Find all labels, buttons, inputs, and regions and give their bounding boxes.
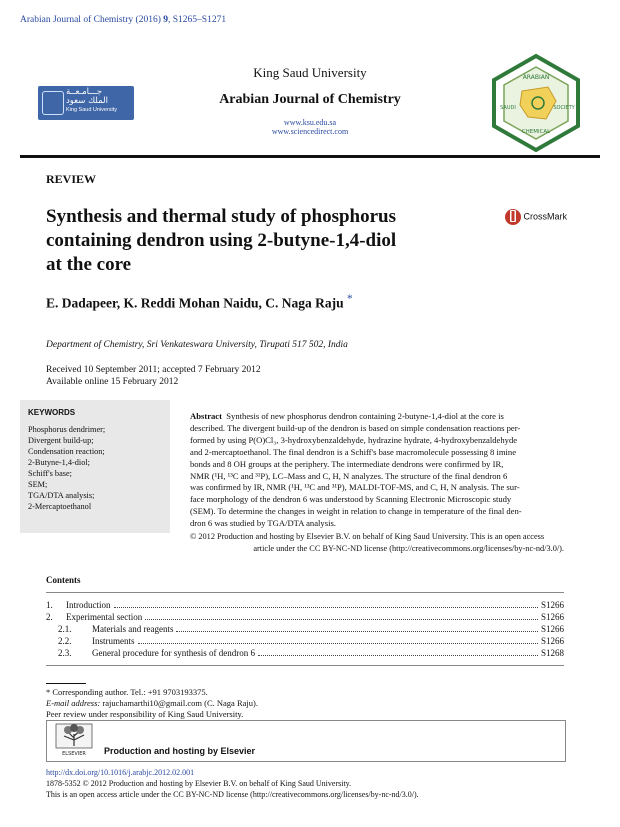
crossmark-badge[interactable]: CrossMark: [505, 207, 567, 227]
corresponding-author-mark[interactable]: *: [347, 293, 353, 305]
email-link[interactable]: rajuchamarthi10@gmail.com: [102, 698, 203, 708]
keyword-item: Phosphorus dendrimer;: [28, 425, 106, 434]
corresponding-author-note: * Corresponding author. Tel.: +91 9703193375.: [46, 687, 208, 697]
copyright-notice: © 2012 Production and hosting by Elsevier B.V. on behalf of King Saud University. This is an open access article under the CC BY-NC-ND license (http://creativecommons.org/licenses/by-nc-nd/3.0/).: [190, 532, 564, 553]
keyword-item: TGA/DTA analysis;: [28, 491, 95, 500]
journal-reference[interactable]: Arabian Journal of Chemistry (2016) 9, S1265–S1271: [20, 15, 227, 25]
society-logo-text-2: SAUDI: [500, 105, 516, 111]
keywords-title: KEYWORDS: [28, 408, 76, 417]
open-access-line: This is an open access article under the CC BY-NC-ND license (http://creativecommons.org/licenses/by-nc-nd/3.0/).: [46, 790, 419, 799]
keyword-item: Condensation reaction;: [28, 447, 105, 456]
university-name: King Saud University: [253, 65, 367, 80]
toc-item-introduction[interactable]: 1. Introduction S1266: [46, 600, 564, 610]
footnote-rule: [46, 683, 86, 684]
email-note: E-mail address: rajuchamarthi10@gmail.com (C. Naga Raju).: [46, 698, 258, 708]
ksu-logo-english: King Saud University: [66, 107, 118, 113]
toc-item-general-procedure[interactable]: 2.3. General procedure for synthesis of dendron 6 S1268: [58, 648, 564, 658]
society-logo-text-3: CHEMICAL: [521, 129, 551, 135]
authors: E. Dadapeer, K. Reddi Mohan Naidu, C. Naga Raju *: [46, 293, 353, 311]
chemical-society-logo: [486, 53, 586, 153]
ksu-logo-arabic: جـــامـعــة الملك سعود: [66, 87, 108, 106]
keyword-item: Schiff's base;: [28, 469, 72, 478]
available-date: Available online 15 February 2012: [46, 377, 179, 387]
doi-link[interactable]: http://dx.doi.org/10.1016/j.arabjc.2012.02.001: [46, 768, 195, 777]
contents-title: Contents: [46, 575, 81, 585]
society-logo-text-4: SOCIETY: [553, 105, 575, 111]
society-logo-text-1: ARABIAN: [522, 74, 550, 81]
toc-item-materials[interactable]: 2.1. Materials and reagents S1266: [58, 624, 564, 634]
sciencedirect-url-link[interactable]: www.sciencedirect.com: [271, 127, 349, 136]
issn-line: 1878-5352 © 2012 Production and hosting by Elsevier B.V. on behalf of King Saud University.: [46, 779, 352, 788]
crossmark-icon: [505, 207, 521, 227]
toc-item-instruments[interactable]: 2.2. Instruments S1266: [58, 636, 564, 646]
article-type: REVIEW: [46, 172, 97, 186]
article-title: Synthesis and thermal study of phosphorus containing dendron using 2-butyne-1,4-diol at the core: [46, 206, 397, 275]
peer-review-note: Peer review under responsibility of King Saud University.: [46, 709, 244, 719]
keyword-item: 2-Mercaptoethanol: [28, 502, 92, 511]
toc-item-experimental[interactable]: 2. Experimental section S1266: [46, 612, 564, 622]
abstract-label: Abstract: [190, 411, 222, 421]
keyword-item: 2-Butyne-1,4-diol;: [28, 458, 90, 467]
contents-rule-bottom: [46, 665, 564, 666]
contents-rule-top: [46, 592, 564, 593]
journal-name: Arabian Journal of Chemistry: [219, 92, 401, 107]
elsevier-tree-icon: [54, 722, 94, 757]
publisher-text: Production and hosting by Elsevier: [104, 746, 256, 756]
header-rule: [20, 155, 600, 158]
abstract: Abstract Synthesis of new phosphorus dendron containing 2-butyne-1,4-diol at the core is described. The divergent build-up of the dendron is based on simple condensation reactions per- formed by using P(O)Cl₃, 3-hydroxybenzaldehyde, hydrazine hydrate, 4-hydroxybenzaldehyde and 2-mercaptoethanol. The final dendron is a Schiff's base macromolecule possessing 8 imine bonds and 8 OH groups at the periphery. The intermediate dendrons were confirmed by IR, NMR (¹H, ¹³C and ³¹P), LC–Mass and C, H, N analyzes. The structure of the final dendron 6 was confirmed by IR, NMR (¹H, ¹³C and ³¹P), MALDI-TOF-MS, and C, H, N analysis. The sur- face morphology of the dendron 6 was understood by Scanning Electronic Microscopic study (SEM). To determine the changes in weight in relation to change in temperature of the final den- dron 6 was studied by TGA/DTA analysis.: [190, 411, 522, 529]
keyword-item: SEM;: [28, 480, 48, 489]
keyword-item: Divergent build-up;: [28, 436, 94, 445]
received-date: Received 10 September 2011; accepted 7 February 2012: [46, 365, 261, 375]
elsevier-logo-label: ELSEVIER: [62, 751, 86, 757]
ksu-url-link[interactable]: www.ksu.edu.sa: [283, 118, 337, 127]
affiliation: Department of Chemistry, Sri Venkateswara University, Tirupati 517 502, India: [46, 340, 348, 350]
